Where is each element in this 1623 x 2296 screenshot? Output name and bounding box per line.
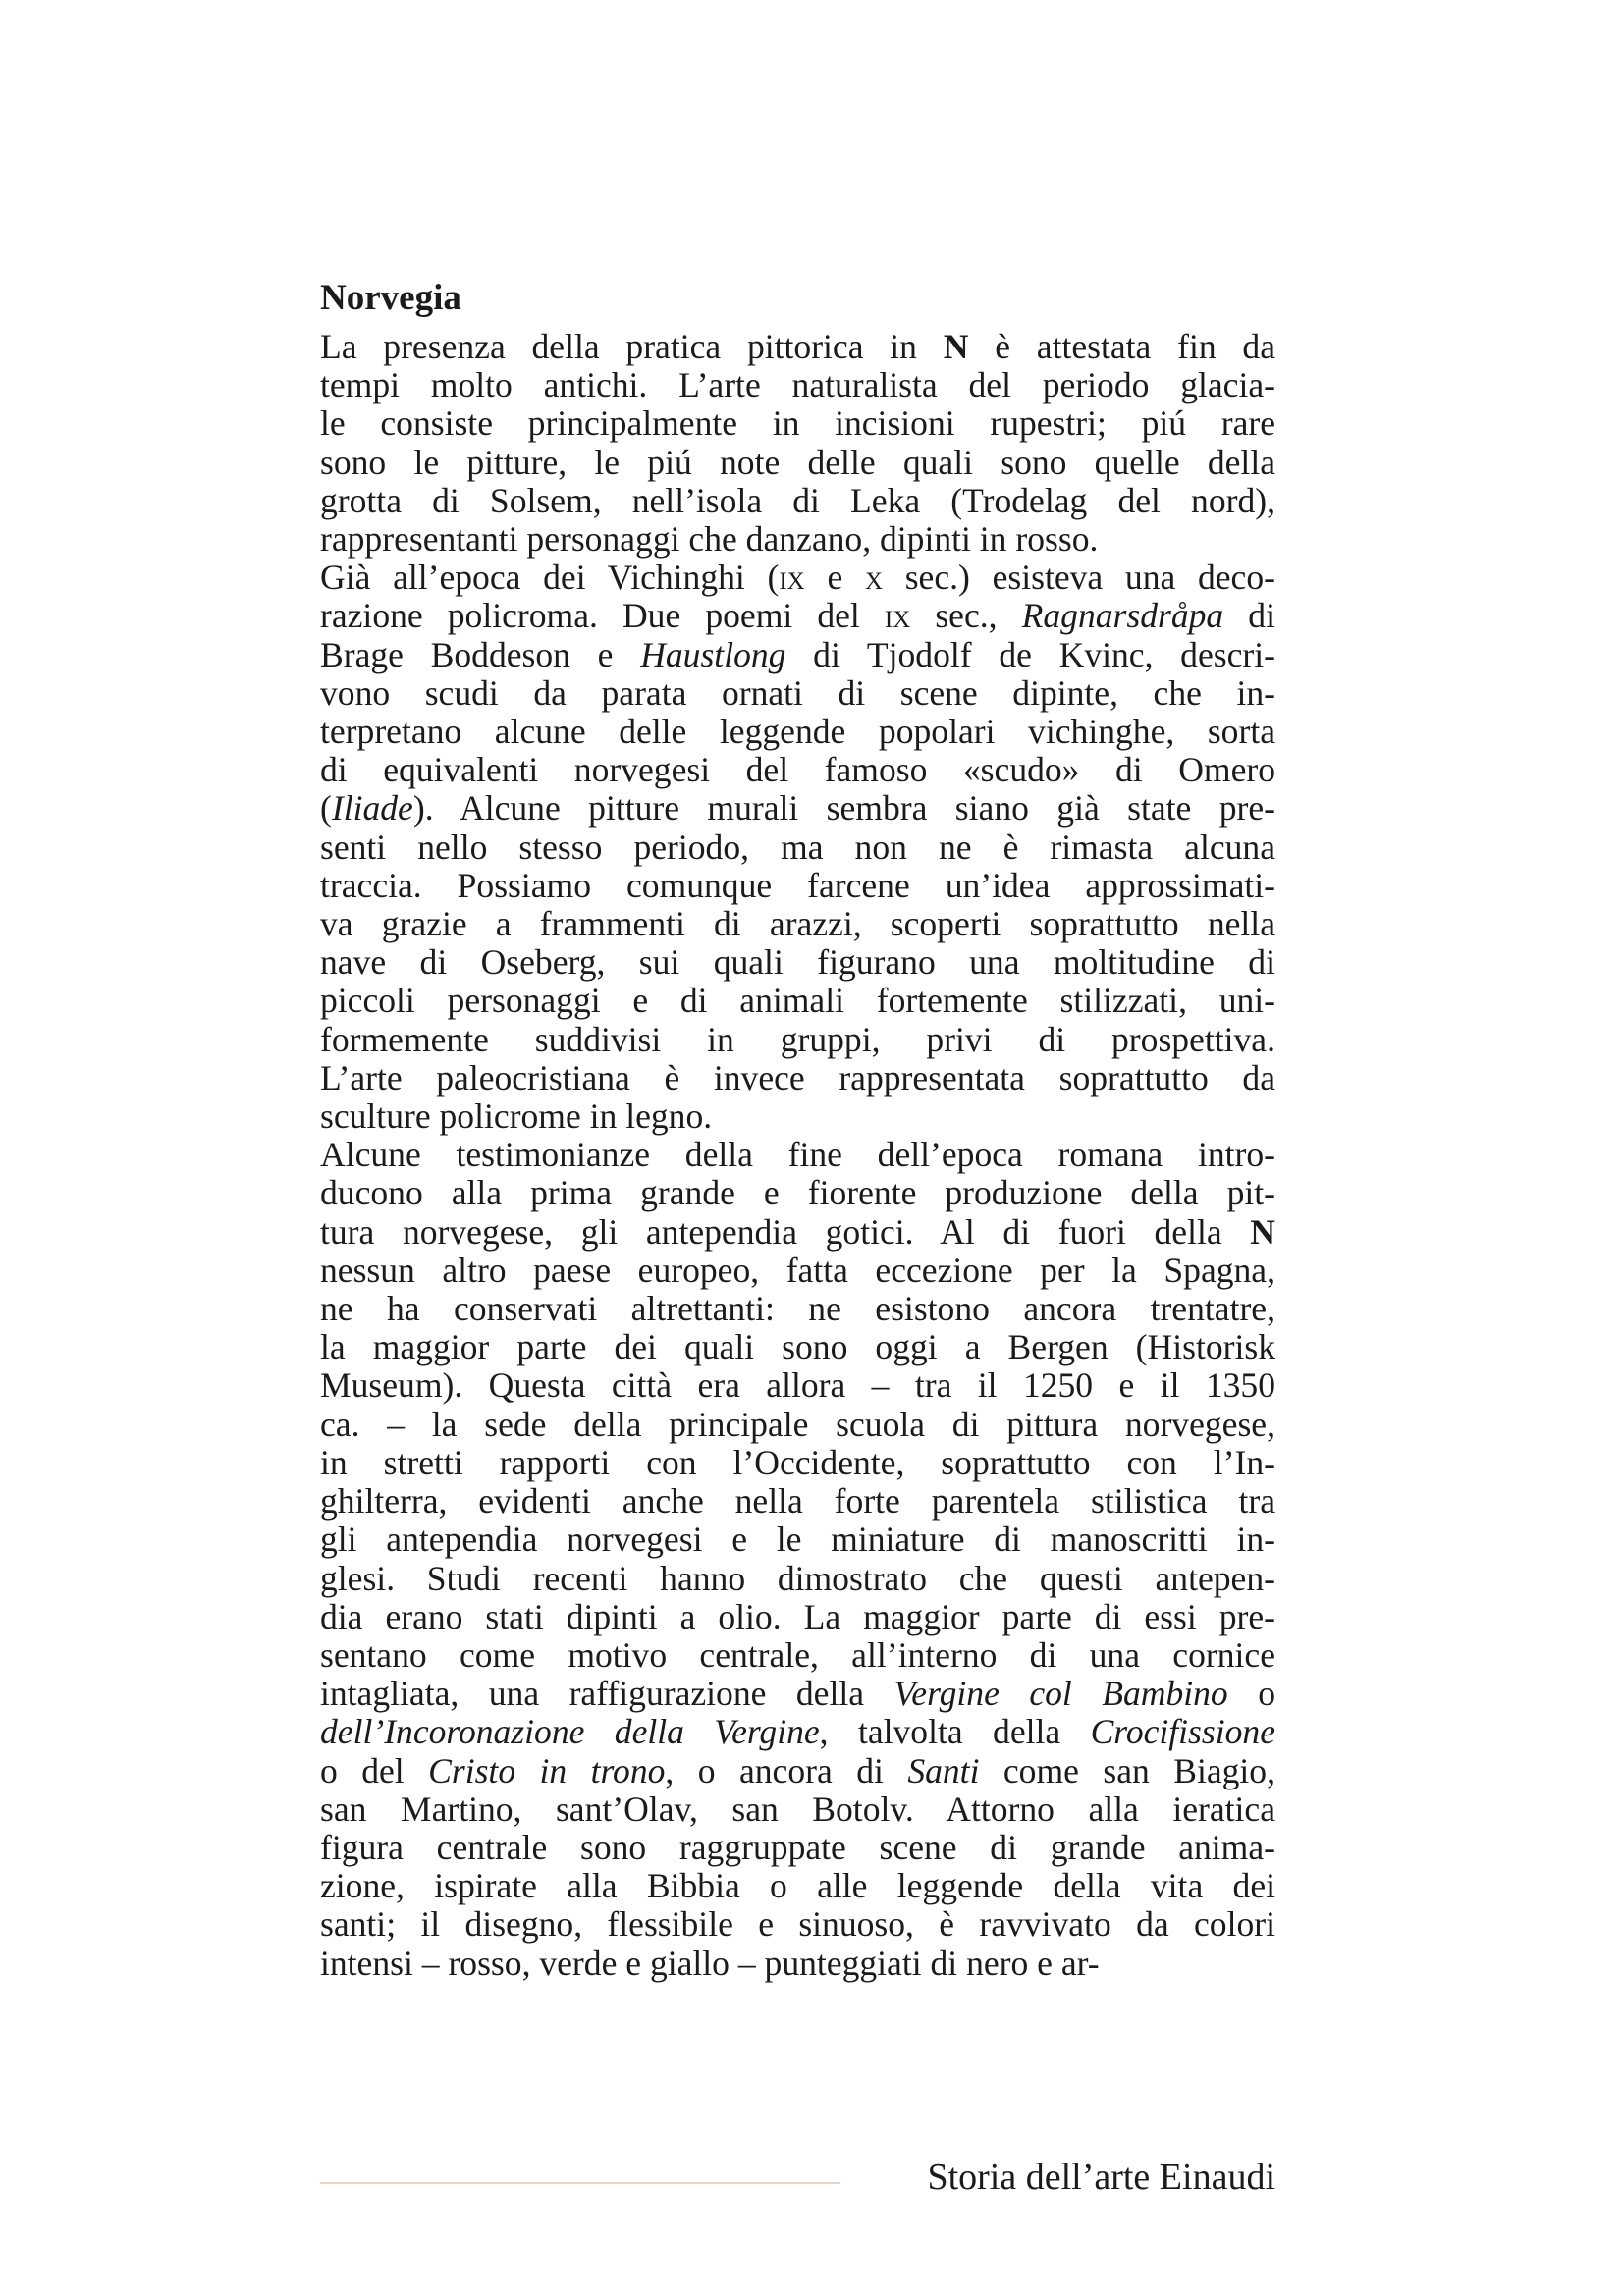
text-line bbox=[320, 1136, 1275, 1174]
text-run: ghilterra, evidenti anche nella forte parentela stilistica tra bbox=[320, 1481, 1275, 1522]
text-line bbox=[320, 1945, 1275, 1983]
text-run: nave di Oseberg, sui quali figurano una moltitudine di bbox=[320, 942, 1275, 983]
italic-title: Crocifissione bbox=[1090, 1712, 1275, 1752]
text-run: di bbox=[1223, 596, 1275, 636]
text-line bbox=[320, 943, 1275, 982]
text-run: ca. – la sede della principale scuola di pittura norvegese, bbox=[320, 1404, 1275, 1444]
text-run: zione, ispirate alla Bibbia o alle leggende della vita dei bbox=[320, 1866, 1275, 1906]
text-line bbox=[320, 404, 1275, 443]
text-line bbox=[320, 1713, 1275, 1751]
text-line bbox=[320, 1790, 1275, 1829]
text-line bbox=[320, 1905, 1275, 1944]
text-run: vono scudi da parata ornati di scene dipinte, che in- bbox=[320, 672, 1275, 713]
text-run: Brage Boddeson e bbox=[320, 634, 641, 674]
text-run: intagliata, una raffigurazione della bbox=[320, 1674, 894, 1714]
footer-rule bbox=[320, 2182, 840, 2184]
text-run: sec., bbox=[910, 596, 1022, 636]
text-run: x bbox=[864, 558, 884, 598]
text-run: di Tjodolf de Kvinc, descri- bbox=[785, 634, 1275, 674]
italic-title: Vergine col Bambino bbox=[893, 1674, 1228, 1714]
text-run: in stretti rapporti con l’Occidente, soprattutto con l’In- bbox=[320, 1442, 1275, 1482]
paragraph bbox=[320, 1136, 1275, 1982]
text-run: razione policroma. Due poemi del bbox=[320, 596, 885, 636]
text-line bbox=[320, 366, 1275, 404]
text-run: sono le pitture, le piú note delle quali sono quelle della bbox=[320, 442, 1275, 482]
italic-title: Iliade bbox=[331, 788, 413, 828]
text-line bbox=[320, 1059, 1275, 1097]
text-run: senti nello stesso periodo, ma non ne è rimasta alcuna bbox=[320, 827, 1275, 867]
text-line bbox=[320, 982, 1275, 1020]
italic-title: Haustlong bbox=[640, 634, 786, 674]
text-line bbox=[320, 1406, 1275, 1444]
text-line bbox=[320, 1213, 1275, 1252]
text-line bbox=[320, 1829, 1275, 1867]
text-line bbox=[320, 1290, 1275, 1328]
text-run: san Martino, sant’Olav, san Botolv. Attorno alla ieratica bbox=[320, 1789, 1275, 1829]
text-run: ix bbox=[884, 596, 911, 636]
text-run: come san Biagio, bbox=[979, 1750, 1275, 1790]
text-line bbox=[320, 1521, 1275, 1559]
text-line bbox=[320, 867, 1275, 905]
text-run: rappresentanti personaggi che danzano, dipinti in rosso. bbox=[320, 519, 1099, 560]
text-run: o del bbox=[320, 1750, 429, 1790]
footer-title: Storia dell’arte Einaudi bbox=[927, 2157, 1275, 2198]
text-line bbox=[320, 444, 1275, 482]
text-line bbox=[320, 1328, 1275, 1366]
section-heading: Norvegia bbox=[320, 278, 461, 318]
text-run: va grazie a frammenti di arazzi, scoperti soprattutto nella bbox=[320, 904, 1275, 944]
text-run: La presenza della pratica pittorica in bbox=[320, 327, 944, 366]
text-line bbox=[320, 905, 1275, 943]
body-text bbox=[320, 328, 1275, 1983]
text-line bbox=[320, 789, 1275, 828]
text-line bbox=[320, 674, 1275, 713]
document-page bbox=[320, 277, 1275, 1983]
text-run: , talvolta della bbox=[819, 1712, 1091, 1752]
text-line bbox=[320, 520, 1275, 559]
text-run: di equivalenti norvegesi del famoso «scudo» di Omero bbox=[320, 750, 1275, 790]
text-run: sec.) esisteva una deco- bbox=[883, 558, 1275, 598]
text-run: è attestata fin da bbox=[968, 327, 1275, 366]
text-run: ne ha conservati altrettanti: ne esistono ancora trentatre, bbox=[320, 1289, 1275, 1329]
paragraph bbox=[320, 559, 1275, 1136]
text-run: traccia. Possiamo comunque farcene un’idea approssimati- bbox=[320, 865, 1275, 905]
text-run: gli antependia norvegesi e le miniature di manoscritti in- bbox=[320, 1520, 1275, 1560]
text-line bbox=[320, 1021, 1275, 1059]
text-run: Alcune testimonianze della fine dell’epoca romana intro- bbox=[320, 1135, 1275, 1175]
text-line bbox=[320, 559, 1275, 597]
text-run: , o ancora di bbox=[665, 1750, 908, 1790]
text-run: e bbox=[804, 558, 865, 598]
text-line bbox=[320, 597, 1275, 635]
bold-abbrev: N bbox=[943, 327, 969, 366]
text-run: piccoli personaggi e di animali fortemente stilizzati, uni- bbox=[320, 981, 1275, 1021]
text-run: tempi molto antichi. L’arte naturalista del periodo glacia- bbox=[320, 365, 1275, 405]
italic-title: Santi bbox=[907, 1750, 980, 1790]
text-run: Già all’epoca dei Vichinghi ( bbox=[320, 558, 780, 598]
text-line bbox=[320, 713, 1275, 751]
text-run: nessun altro paese europeo, fatta eccezione per la Spagna, bbox=[320, 1250, 1275, 1290]
text-line bbox=[320, 751, 1275, 789]
text-run: ( bbox=[320, 788, 332, 828]
text-line bbox=[320, 1752, 1275, 1790]
italic-title: Cristo in trono bbox=[428, 1750, 666, 1790]
paragraph bbox=[320, 328, 1275, 559]
text-run: terpretano alcune delle leggende popolari vichinghe, sorta bbox=[320, 712, 1275, 752]
italic-title: dell’Incoronazione della Vergine bbox=[320, 1712, 820, 1752]
text-run: dia erano stati dipinti a olio. La maggior parte di essi pre- bbox=[320, 1596, 1275, 1636]
text-line bbox=[320, 1366, 1275, 1405]
text-line bbox=[320, 1867, 1275, 1905]
text-run: sculture policrome in legno. bbox=[320, 1096, 713, 1137]
text-line bbox=[320, 1444, 1275, 1482]
text-line bbox=[320, 1482, 1275, 1521]
bold-abbrev: N bbox=[1250, 1211, 1275, 1252]
text-run: L’arte paleocristiana è invece rappresentata soprattutto da bbox=[320, 1057, 1275, 1097]
text-run: tura norvegese, gli antependia gotici. Al di fuori della bbox=[320, 1211, 1251, 1252]
text-run: ix bbox=[779, 558, 805, 598]
text-line bbox=[320, 636, 1275, 674]
text-run: figura centrale sono raggruppate scene di grande anima- bbox=[320, 1827, 1275, 1867]
text-run: grotta di Solsem, nell’isola di Leka (Trodelag del nord), bbox=[320, 480, 1275, 520]
text-line bbox=[320, 828, 1275, 867]
text-run: o bbox=[1227, 1674, 1275, 1714]
text-run: intensi – rosso, verde e giallo – punteggiati di nero e ar- bbox=[320, 1943, 1100, 1983]
text-line bbox=[320, 1174, 1275, 1212]
text-run: Museum). Questa città era allora – tra il 1250 e il 1350 bbox=[320, 1365, 1275, 1406]
italic-title: Ragnarsdråpa bbox=[1021, 596, 1224, 636]
text-run: sentano come motivo centrale, all’interno di una cornice bbox=[320, 1634, 1275, 1675]
text-run: le consiste principalmente in incisioni rupestri; piú rare bbox=[320, 403, 1275, 444]
text-line bbox=[320, 328, 1275, 366]
text-run: ). Alcune pitture murali sembra siano già state pre- bbox=[412, 788, 1275, 828]
text-run: la maggior parte dei quali sono oggi a Bergen (Historisk bbox=[320, 1327, 1275, 1367]
text-line bbox=[320, 1560, 1275, 1598]
text-run: ducono alla prima grande e fiorente produzione della pit- bbox=[320, 1173, 1275, 1213]
text-line bbox=[320, 1675, 1275, 1713]
text-run: santi; il disegno, flessibile e sinuoso, è ravvivato da colori bbox=[320, 1904, 1275, 1945]
text-run: formemente suddivisi in gruppi, privi di prospettiva. bbox=[320, 1019, 1275, 1059]
text-line bbox=[320, 1097, 1275, 1136]
text-line bbox=[320, 482, 1275, 520]
text-line bbox=[320, 1252, 1275, 1290]
text-run: glesi. Studi recenti hanno dimostrato che questi antepen- bbox=[320, 1558, 1275, 1598]
text-line bbox=[320, 1636, 1275, 1675]
text-line bbox=[320, 1598, 1275, 1636]
